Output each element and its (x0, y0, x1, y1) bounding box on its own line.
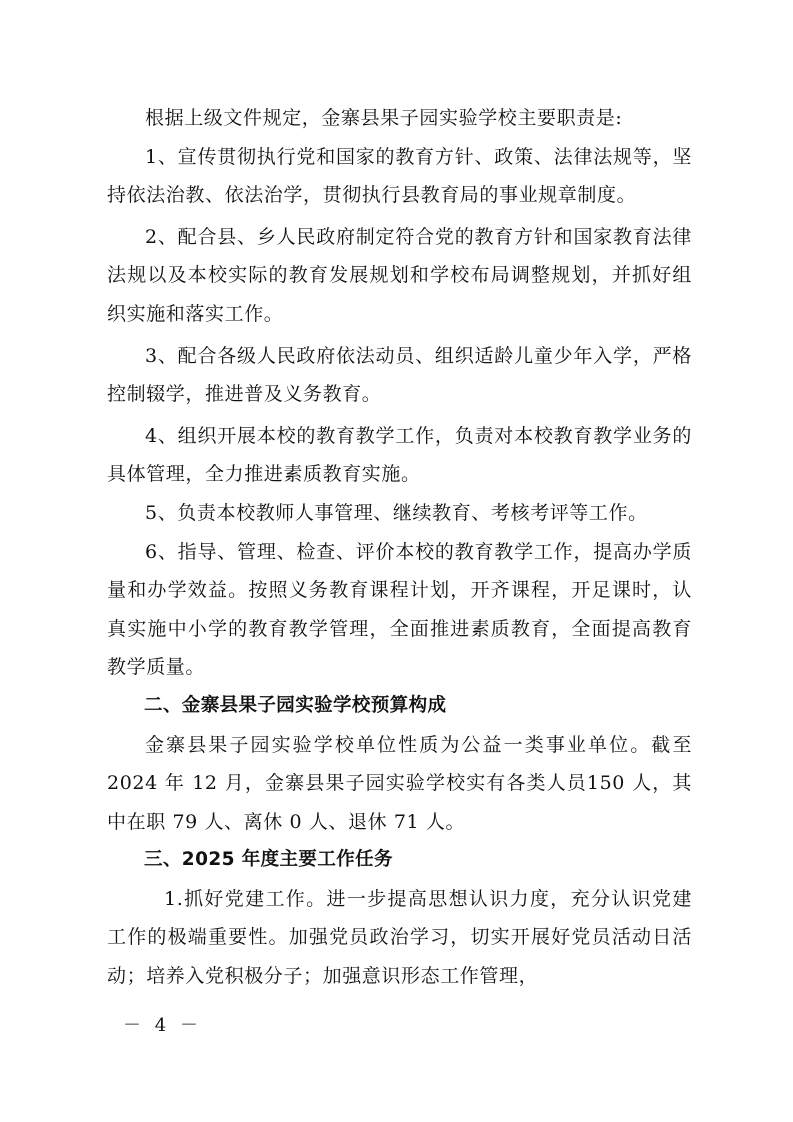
duty-item-5: 5、负责本校教师人事管理、继续教育、考核考评等工作。 (145, 501, 648, 524)
duty-item-3: 3、配合各级人民政府依法动员、组织适龄儿童少年入学，严格控制辍学，推进普及义务教育。 (107, 344, 692, 406)
intro-paragraph: 根据上级文件规定，金寨县果子园实验学校主要职责是: (145, 107, 623, 129)
duty-item-1: 1、宣传贯彻执行党和国家的教育方针、政策、法律法规等，坚持依法治教、依法治学，贯彻执行县教育局的事业规章制度。 (107, 145, 692, 207)
section-3-body: 1.抓好党建工作。进一步提高思想认识力度，充分认识党建工作的极端重要性。加强党员政治学习，切实开展好党员活动日活动；培养入党积极分子；加强意识形态工作管理， (107, 887, 692, 988)
section-2-title: 二、金寨县果子园实验学校预算构成 (144, 694, 447, 716)
duty-item-2: 2、配合县、乡人民政府制定符合党的教育方针和国家教育法律法规以及本校实际的教育发展规划和学校布局调整规划，并抓好组织实施和落实工作。 (107, 225, 692, 325)
page-number: － 4 － (123, 1015, 202, 1036)
document-body (107, 99, 692, 996)
duty-item-6: 6、指导、管理、检查、评价本校的教育教学工作，提高办学质量和办学效益。按照义务教育课程计划，开齐课程，开足课时，认真实施中小学的教育教学管理，全面推进素质教育，全面提高教育教学质量。 (107, 540, 692, 679)
section-3-title: 三、2025 年度主要工作任务 (144, 849, 393, 871)
section-2-body: 金寨县果子园实验学校单位性质为公益一类事业单位。截至 2024 年 12 月，金寨县果子园实验学校实有各类人员150 人，其中在职 79 人、离休 0 人、退休 71 人。 (107, 733, 692, 833)
duty-item-4: 4、组织开展本校的教育教学工作，负责对本校教育教学业务的具体管理，全力推进素质教育实施。 (107, 424, 692, 486)
